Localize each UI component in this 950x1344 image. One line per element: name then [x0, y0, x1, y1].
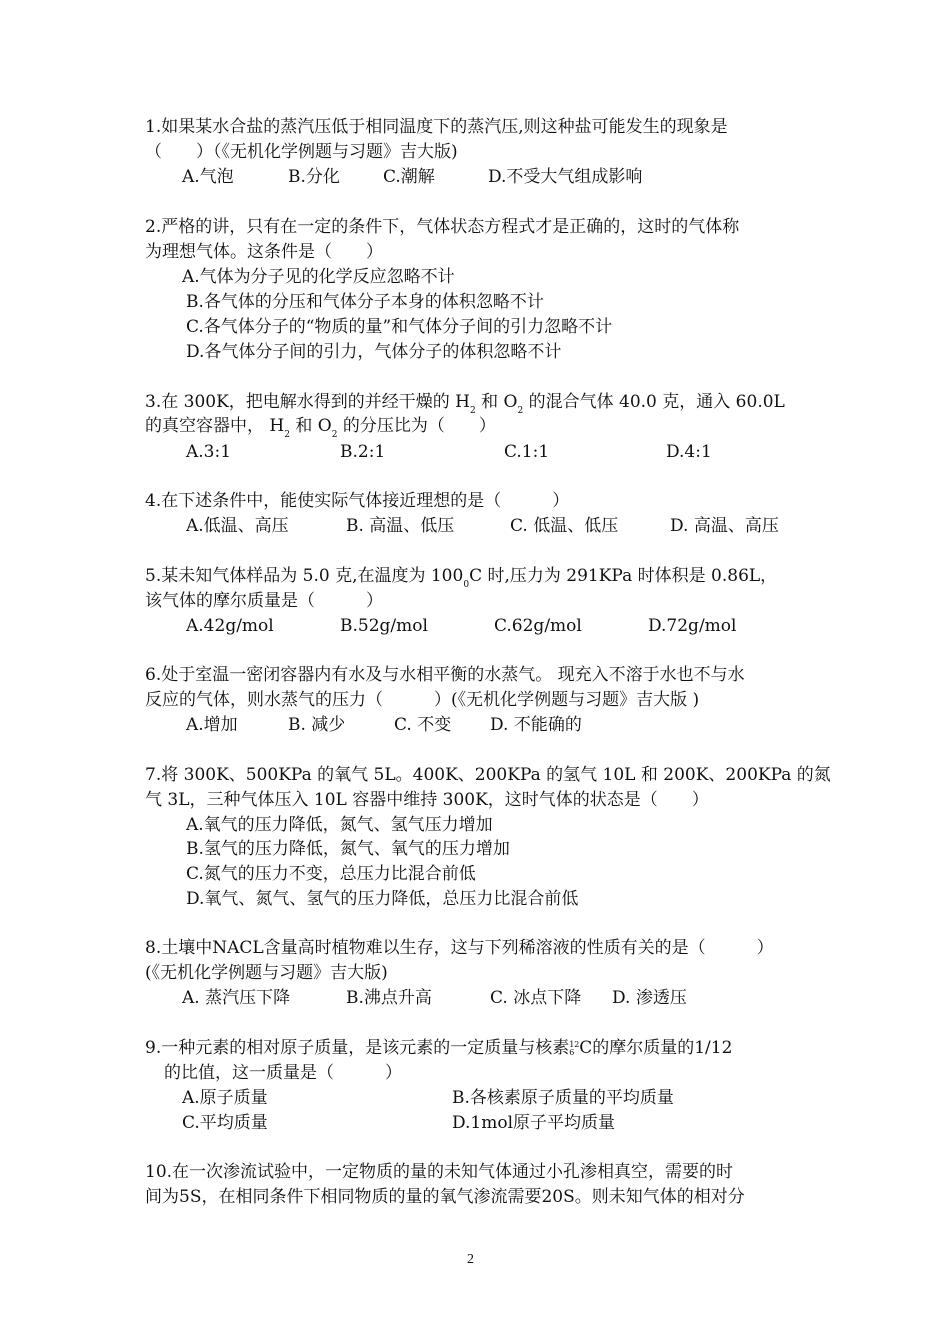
q6-option-c: C. 不变	[394, 715, 452, 735]
q9-line1-part2: C的摩尔质量的1/12	[579, 1038, 733, 1058]
q4-option-d: D. 高温、高压	[670, 516, 779, 536]
q6-line1: 6.处于室温一密闭容器内有水及与水相平衡的水蒸气。 现充入不溶于水也不与水	[145, 665, 745, 685]
q9-option-a: A.原子质量	[182, 1088, 268, 1108]
q2-option-c: C.各气体分子的“物质的量”和气体分子间的引力忽略不计	[186, 317, 613, 337]
q3-line2	[145, 414, 496, 441]
q7-line2: 气 3L，三种气体压入 10L 容器中维持 300K，这时气体的状态是（ ）	[145, 790, 709, 810]
q1-option-d: D.不受大气组成影响	[488, 167, 643, 187]
q3-line2-part1: 的真空容器中， H	[145, 416, 285, 436]
q5-option-b: B.52g/mol	[340, 616, 428, 636]
q8-option-d: D. 渗透压	[612, 988, 687, 1008]
q3-option-a: A.3:1	[186, 442, 232, 462]
q5-option-c: C.62g/mol	[494, 616, 582, 636]
q3-option-c: C.1:1	[504, 442, 550, 462]
q4-option-a: A.低温、高压	[186, 516, 289, 536]
q8-line1: 8.土壤中NACL含量高时植物难以生存，这与下列稀溶液的性质有关的是（ ）	[145, 938, 774, 958]
q1-option-c: C.潮解	[383, 167, 435, 187]
q7-line1: 7.将 300K、500KPa 的氧气 5L。400K、200KPa 的氢气 10L 和 200K、200KPa 的氮	[145, 765, 831, 785]
q1-line2: （ ）（《无机化学例题与习题》吉大版)	[145, 142, 458, 162]
q9-line1	[145, 1036, 732, 1060]
q9-nuclide-notation	[569, 1041, 579, 1057]
q5-option-a: A.42g/mol	[186, 616, 274, 636]
q7-option-c: C.氮气的压力不变，总压力比混合前低	[186, 864, 476, 884]
q10-line2: 间为5S，在相同条件下相同物质的量的氧气渗流需要20S。则未知气体的相对分	[145, 1187, 745, 1207]
q5-line2: 该气体的摩尔质量是（ ）	[145, 591, 383, 611]
q4-option-c: C. 低温、低压	[510, 516, 619, 536]
q9-line1-part1: 9.一种元素的相对原子质量，是该元素的一定质量与核素	[145, 1038, 570, 1058]
q9-mass-number: 12	[569, 1039, 580, 1049]
q6-option-a: A.增加	[186, 715, 238, 735]
q9-line2: 的比值，这一质量是（ ）	[164, 1063, 402, 1083]
q3-line1-part1: 3.在 300K，把电解水得到的并经干燥的 H	[145, 392, 470, 412]
q10-line1: 10.在一次渗流试验中，一定物质的量的未知气体通过小孔渗相真空，需要的时	[145, 1162, 734, 1182]
q4-line1: 4.在下述条件中，能使实际气体接近理想的是（ ）	[145, 491, 570, 511]
q5-line1	[145, 564, 777, 591]
q6-option-b: B. 减少	[288, 715, 346, 735]
q9-option-c: C.平均质量	[182, 1113, 268, 1133]
q3-o2-subscript-2: 2	[331, 430, 338, 440]
q5-line1-part1: 5.某未知气体样品为 5.0 克,在温度为 100	[145, 566, 464, 586]
q9-option-b: B.各核素原子质量的平均质量	[452, 1088, 674, 1108]
q9-atomic-number: 6	[569, 1047, 575, 1057]
q2-option-b: B.各气体的分压和气体分子本身的体积忽略不计	[186, 292, 544, 312]
q3-line2-part2: 和 O	[289, 416, 332, 436]
q4-option-b: B. 高温、低压	[346, 516, 455, 536]
q3-option-d: D.4:1	[666, 442, 712, 462]
q2-line1: 2.严格的讲，只有在一定的条件下，气体状态方程式才是正确的，这时的气体称	[145, 217, 740, 237]
q3-h2-subscript-2: 2	[284, 430, 290, 440]
q3-h2-subscript: 2	[470, 406, 476, 416]
q1-line1: 1.如果某水合盐的蒸汽压低于相同温度下的蒸汽压,则这种盐可能发生的现象是	[145, 117, 728, 137]
q7-option-d: D.氧气、氮气、氢气的压力降低，总压力比混合前低	[186, 889, 579, 909]
q6-option-d: D. 不能确的	[490, 715, 582, 735]
q2-line2: 为理想气体。这条件是（ ）	[145, 242, 383, 262]
q1-option-a: A.气泡	[182, 167, 234, 187]
q8-option-c: C. 冰点下降	[490, 988, 582, 1008]
q5-option-d: D.72g/mol	[648, 616, 737, 636]
q3-line1	[145, 390, 785, 417]
q1-option-b: B.分化	[288, 167, 340, 187]
q5-line1-part2: C 时,压力为 291KPa 时体积是 0.86L，	[469, 566, 778, 586]
q8-option-b: B.沸点升高	[346, 988, 432, 1008]
page-number: 2	[467, 1252, 474, 1267]
q3-option-b: B.2:1	[340, 442, 386, 462]
q7-option-b: B.氢气的压力降低，氮气、氧气的压力增加	[186, 839, 510, 859]
q8-line2: (《无机化学例题与习题》吉大版)	[145, 963, 388, 983]
q8-option-a: A. 蒸汽压下降	[182, 988, 291, 1008]
q9-option-d: D.1mol原子平均质量	[452, 1113, 616, 1133]
q3-line2-part3: 的分压比为（ ）	[337, 416, 496, 436]
q7-option-a: A.氧气的压力降低，氮气、氢气压力增加	[186, 815, 493, 835]
q3-line1-part3: 的混合气体 40.0 克，通入 60.0L	[523, 392, 785, 412]
q3-o2-subscript: 2	[517, 406, 524, 416]
q3-line1-part2: 和 O	[475, 392, 518, 412]
q2-option-d: D.各气体分子间的引力，气体分子的体积忽略不计	[186, 342, 562, 362]
q5-degree-mark: 0	[463, 580, 470, 590]
q2-option-a: A.气体为分子见的化学反应忽略不计	[182, 267, 455, 287]
q6-line2: 反应的气体，则水蒸气的压力（ ）(《无机化学例题与习题》吉大版 )	[145, 690, 700, 710]
